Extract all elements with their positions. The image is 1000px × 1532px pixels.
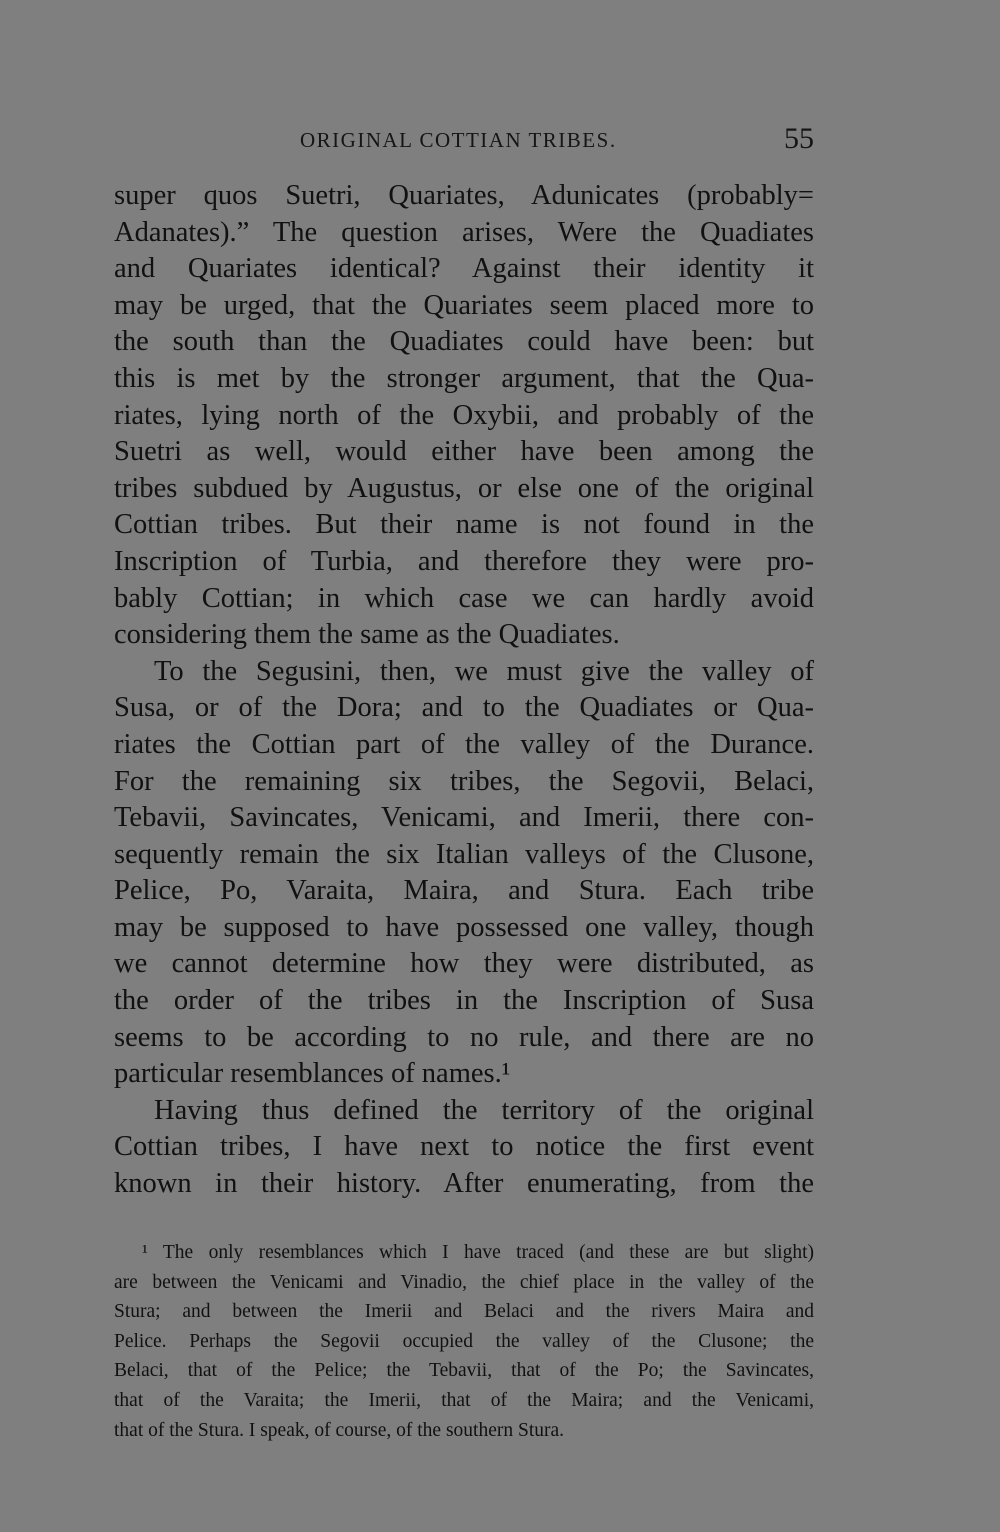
footnote-line: ¹ The only resemblances which I have traced (and these are but slight) [142, 1242, 814, 1263]
text-line: sequently remain the six Italian valleys of the Clusone, [114, 838, 814, 870]
text-line: Suetri as well, would either have been among the [114, 436, 814, 468]
footnote-line: Pelice. Perhaps the Segovii occupied the valley of the Clusone; the [114, 1330, 814, 1352]
text-line: may be urged, that the Quariates seem placed more to [114, 289, 814, 321]
text-line: this is met by the stronger argument, that the Qua- [114, 362, 814, 394]
text-line: the south than the Quadiates could have been: but [114, 326, 814, 358]
text-line: Inscription of Turbia, and therefore they were pro- [114, 545, 814, 577]
text-line: riates the Cottian part of the valley of the Durance. [114, 728, 814, 760]
footnote-line: that of the Stura. I speak, of course, of the southern Stura. [114, 1419, 565, 1441]
text-line: Adanates).” The question arises, Were the Quadiates [114, 216, 814, 248]
page-number: 55 [784, 122, 814, 155]
running-title: ORIGINAL COTTIAN TRIBES. [300, 128, 617, 152]
text-line: Pelice, Po, Varaita, Maira, and Stura. Each tribe [114, 875, 814, 907]
footnote-line: that of the Varaita; the Imerii, that of the Maira; and the Venicami, [114, 1389, 814, 1411]
body-text [114, 178, 814, 1203]
text-line: Susa, or of the Dora; and to the Quadiates or Qua- [114, 692, 814, 724]
text-line: super quos Suetri, Quariates, Adunicates (probably= [114, 180, 814, 211]
footnotes [114, 1238, 814, 1445]
running-head [114, 122, 814, 162]
text-line: particular resemblances of names.¹ [114, 1058, 511, 1090]
text-line: and Quariates identical? Against their identity it [114, 253, 814, 285]
text-line: tribes subdued by Augustus, or else one of the original [114, 472, 814, 504]
text-line: For the remaining six tribes, the Segovii, Belaci, [114, 765, 814, 797]
footnote-line: are between the Venicami and Vinadio, the chief place in the valley of the [114, 1271, 814, 1293]
text-line: we cannot determine how they were distributed, as [114, 948, 814, 980]
text-line: the order of the tribes in the Inscription of Susa [114, 985, 814, 1017]
text-line: bably Cottian; in which case we can hardly avoid [114, 582, 814, 614]
text-line: considering them the same as the Quadiates. [114, 619, 620, 651]
text-line: may be supposed to have possessed one valley, though [114, 911, 814, 943]
text-line: To the Segusini, then, we must give the valley of [154, 655, 814, 687]
footnote-line: Stura; and between the Imerii and Belaci and the rivers Maira and [114, 1301, 814, 1323]
footnote-line: Belaci, that of the Pelice; the Tebavii, that of the Po; the Savincates, [114, 1360, 814, 1382]
text-line: known in their history. After enumerating, from the [114, 1168, 814, 1200]
text-line: Cottian tribes. But their name is not found in the [114, 509, 814, 541]
text-line: Having thus defined the territory of the original [154, 1094, 814, 1126]
text-line: Cottian tribes, I have next to notice the first event [114, 1131, 814, 1163]
text-line: seems to be according to no rule, and there are no [114, 1021, 814, 1053]
text-line: riates, lying north of the Oxybii, and probably of the [114, 399, 814, 431]
text-line: Tebavii, Savincates, Venicami, and Imerii, there con- [114, 802, 814, 834]
